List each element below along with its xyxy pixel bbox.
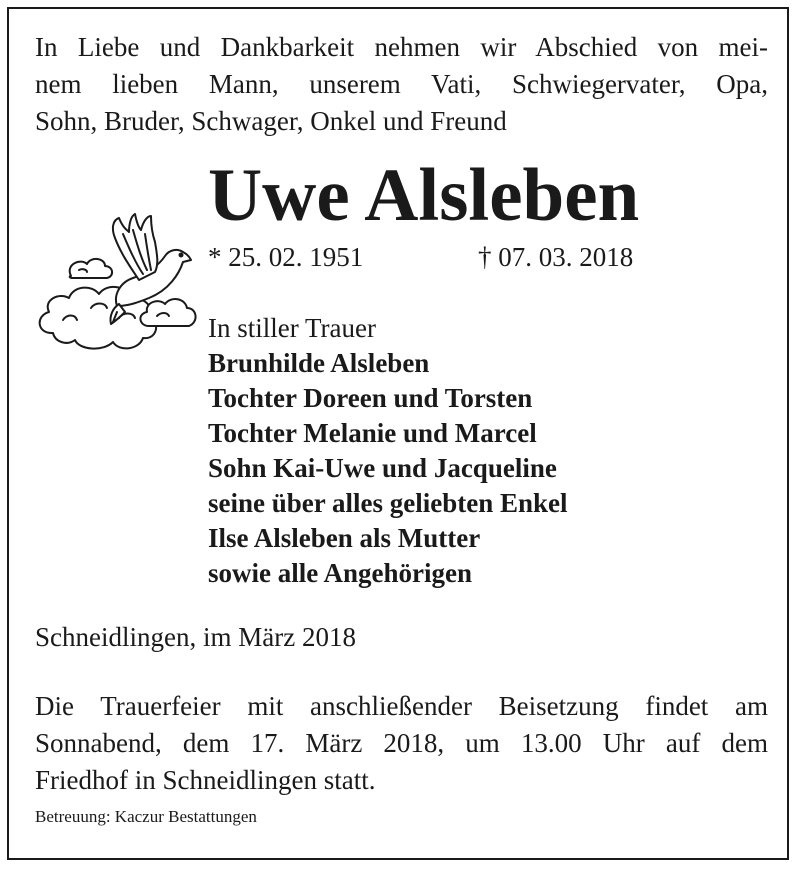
- intro-text: [35, 29, 768, 140]
- mourner-line: seine über alles geliebten Enkel: [208, 488, 568, 518]
- service-line: Sonnabend, dem 17. März 2018, um 13.00 Uhr auf dem: [35, 728, 768, 758]
- service-announcement: [35, 688, 768, 799]
- intro-line: In Liebe und Dankbarkeit nehmen wir Abschied von mei-: [35, 32, 768, 62]
- mourner-line: Brunhilde Alsleben: [208, 348, 430, 378]
- deceased-name: Uwe Alsleben: [208, 154, 640, 237]
- mourner-line: Tochter Melanie und Marcel: [208, 418, 537, 448]
- mourner-line: Ilse Alsleben als Mutter: [208, 523, 481, 553]
- service-line: Die Trauerfeier mit anschließender Beisetzung findet am: [35, 691, 768, 721]
- place-date: Schneidlingen, im März 2018: [35, 622, 356, 652]
- intro-line: Sohn, Bruder, Schwager, Onkel und Freund: [35, 106, 507, 136]
- intro-line: nem lieben Mann, unserem Vati, Schwiegervater, Opa,: [35, 69, 768, 99]
- funeral-home-note: Betreuung: Kaczur Bestattungen: [35, 807, 257, 826]
- birth-date: * 25. 02. 1951: [208, 242, 364, 272]
- mourners-list: [208, 311, 568, 591]
- death-date: † 07. 03. 2018: [478, 242, 634, 272]
- mourners-intro: In stiller Trauer: [208, 313, 376, 343]
- mourner-line: sowie alle Angehörigen: [208, 558, 472, 588]
- mourner-line: Sohn Kai-Uwe und Jacqueline: [208, 453, 557, 483]
- dove-on-clouds-icon: [33, 208, 203, 363]
- service-line: Friedhof in Schneidlingen statt.: [35, 765, 376, 795]
- mourner-line: Tochter Doreen und Torsten: [208, 383, 533, 413]
